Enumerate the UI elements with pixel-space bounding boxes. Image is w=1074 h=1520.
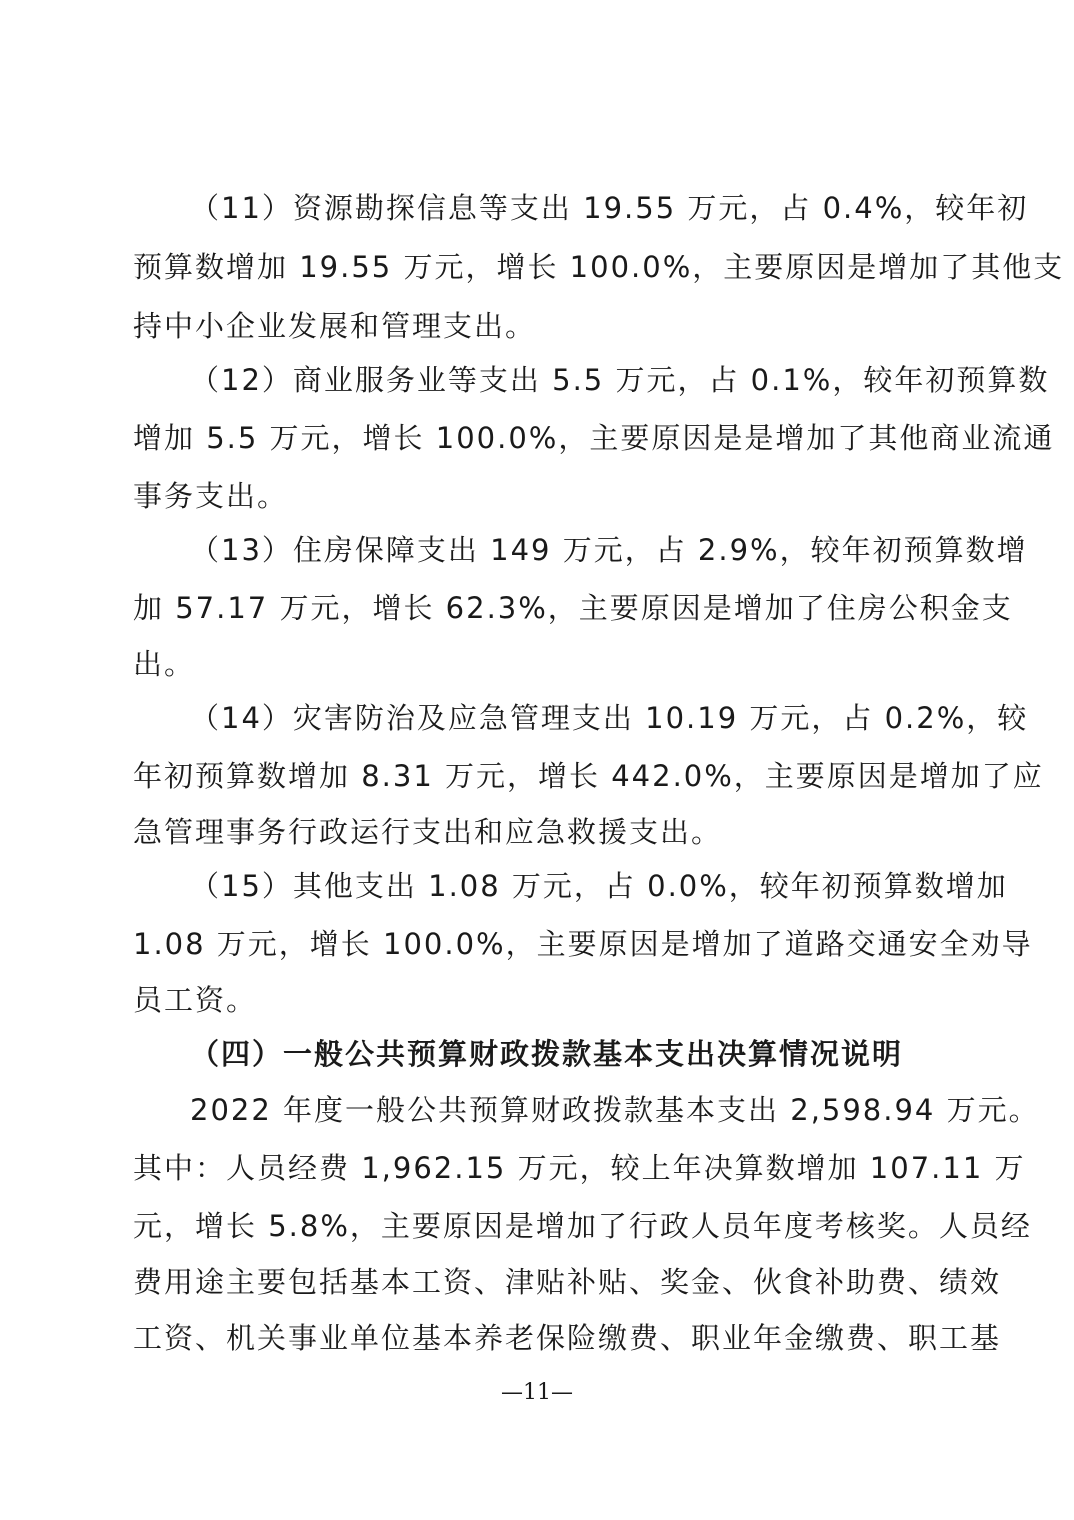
- paragraph-14-line-2: 年初预算数增加 8.31 万元，增长 442.0%，主要原因是增加了应: [133, 759, 1044, 793]
- section-body-line-5: 工资、机关事业单位基本养老保险缴费、职业年金缴费、职工基: [133, 1321, 1002, 1355]
- paragraph-13-line-1: （13）住房保障支出 149 万元，占 2.9%，较年初预算数增: [190, 533, 1028, 567]
- section-body-line-2: 其中：人员经费 1,962.15 万元，较上年决算数增加 107.11 万: [133, 1151, 1026, 1185]
- paragraph-12-line-1: （12）商业服务业等支出 5.5 万元，占 0.1%，较年初预算数: [190, 363, 1050, 397]
- paragraph-11-line-1: （11）资源勘探信息等支出 19.55 万元，占 0.4%，较年初: [190, 191, 1029, 225]
- paragraph-13-line-3: 出。: [133, 647, 196, 681]
- section-body-line-3: 元，增长 5.8%，主要原因是增加了行政人员年度考核奖。人员经: [133, 1209, 1032, 1243]
- paragraph-13-line-2: 加 57.17 万元，增长 62.3%，主要原因是增加了住房公积金支: [133, 591, 1013, 625]
- section-body-line-1: 2022 年度一般公共预算财政拨款基本支出 2,598.94 万元。: [190, 1093, 1040, 1127]
- paragraph-14-line-3: 急管理事务行政运行支出和应急救援支出。: [133, 815, 723, 849]
- paragraph-12-line-2: 增加 5.5 万元，增长 100.0%，主要原因是是增加了其他商业流通: [133, 421, 1055, 455]
- paragraph-15-line-1: （15）其他支出 1.08 万元，占 0.0%，较年初预算数增加: [190, 869, 1008, 903]
- paragraph-11-line-2: 预算数增加 19.55 万元，增长 100.0%，主要原因是增加了其他支: [133, 250, 1065, 284]
- section-heading: （四）一般公共预算财政拨款基本支出决算情况说明: [190, 1037, 904, 1071]
- paragraph-15-line-3: 员工资。: [133, 983, 258, 1017]
- section-body-line-4: 费用途主要包括基本工资、津贴补贴、奖金、伙食补助费、绩效: [133, 1265, 1002, 1299]
- paragraph-14-line-1: （14）灾害防治及应急管理支出 10.19 万元，占 0.2%，较: [190, 701, 1029, 735]
- paragraph-11-line-3: 持中小企业发展和管理支出。: [133, 309, 537, 343]
- paragraph-12-line-3: 事务支出。: [133, 479, 289, 513]
- page-number: —11—: [501, 1380, 573, 1405]
- paragraph-15-line-2: 1.08 万元，增长 100.0%，主要原因是增加了道路交通安全劝导: [133, 927, 1033, 961]
